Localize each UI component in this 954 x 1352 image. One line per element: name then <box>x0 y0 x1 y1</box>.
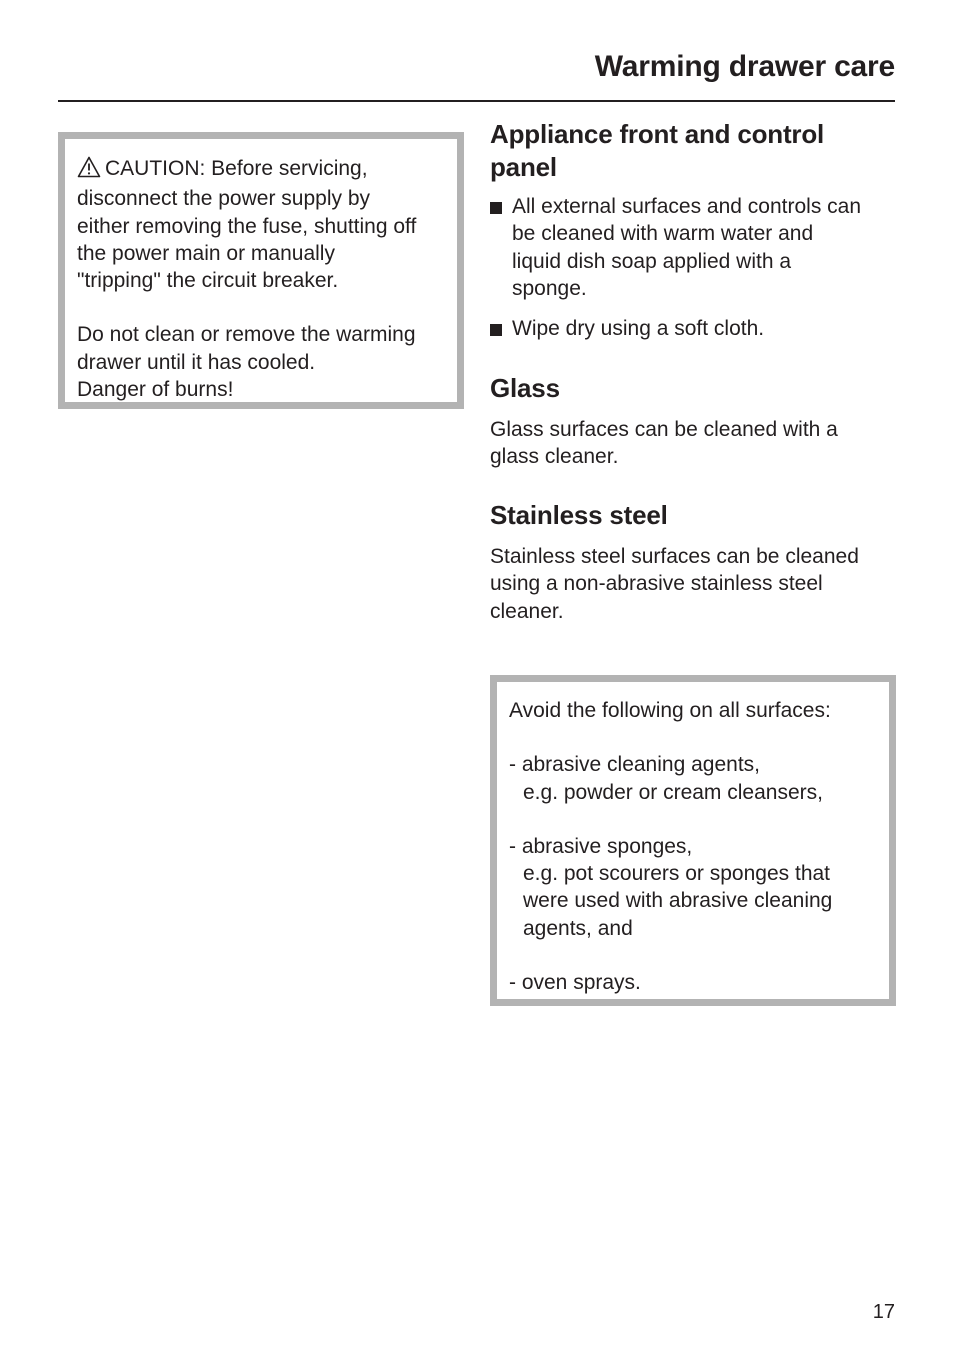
bullet-text: All external surfaces and controls can be cleaned with warm water and liquid dish soap applied with a sponge. <box>512 195 862 300</box>
bullet-item <box>490 193 900 302</box>
glass-heading: Glass <box>490 373 560 403</box>
stainless-section <box>490 499 900 625</box>
warning-triangle-icon <box>77 156 101 185</box>
avoid-item: - abrasive sponges, e.g. pot scourers or sponges that were used with abrasive cleaning agents, and <box>509 834 833 940</box>
glass-text: Glass surfaces can be cleaned with a glass cleaner. <box>490 418 838 469</box>
stainless-text: Stainless steel surfaces can be cleaned using a non-abrasive stainless steel cleaner. <box>490 545 859 623</box>
caution-paragraph-1 <box>77 155 457 294</box>
stainless-heading: Stainless steel <box>490 500 668 530</box>
title-rule <box>58 100 895 102</box>
caution-box <box>58 132 464 409</box>
caution-paragraph-2: Do not clean or remove the warming drawer until it has cooled. Danger of burns! <box>77 323 416 402</box>
avoid-item: - abrasive cleaning agents, e.g. powder or cream cleansers, <box>509 753 823 804</box>
avoid-box <box>490 675 896 1006</box>
page-title: Warming drawer care <box>594 50 895 83</box>
bullet-text: Wipe dry using a soft cloth. <box>512 317 765 341</box>
appliance-front-section <box>490 118 900 342</box>
caution-text-1: CAUTION: Before servicing, disconnect the power supply by either removing the fuse, shutting off the power main or manually "tripping" the circuit breaker. <box>77 157 417 293</box>
glass-section <box>490 372 900 471</box>
avoid-item: - oven sprays. <box>509 971 641 995</box>
bullet-square-icon <box>490 202 502 214</box>
page-number: 17 <box>872 1301 895 1323</box>
bullet-item <box>490 315 900 342</box>
avoid-intro: Avoid the following on all surfaces: <box>509 699 831 722</box>
bullet-square-icon <box>490 324 502 336</box>
appliance-front-heading: Appliance front and control panel <box>490 119 825 182</box>
